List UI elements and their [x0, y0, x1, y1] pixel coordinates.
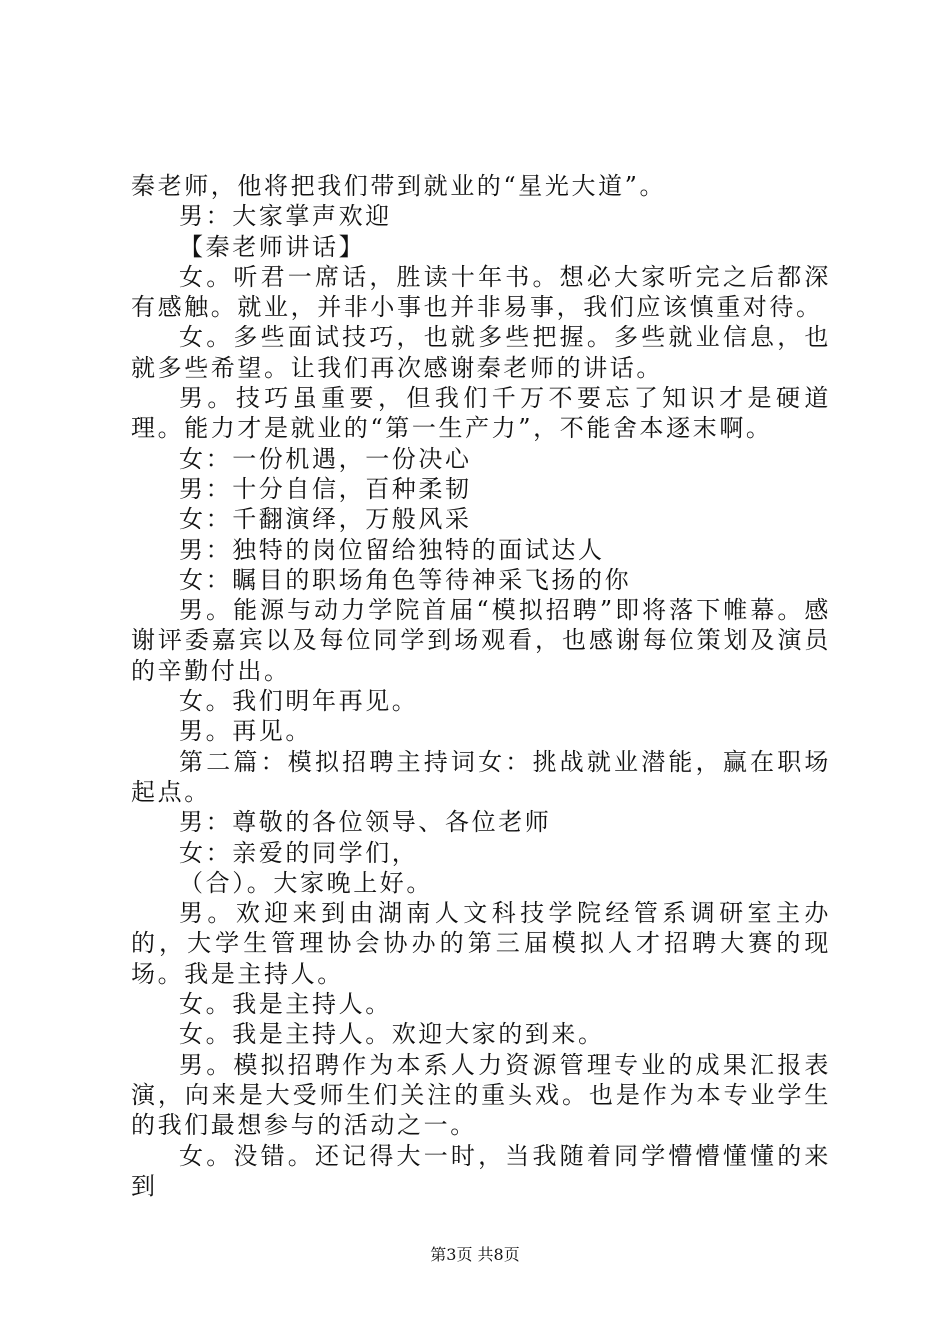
paragraph: 男。能源与动力学院首届“模拟招聘”即将落下帷幕。感谢评委嘉宾以及每位同学到场观看，也感谢每位策划及演员的辛勤付出。 [131, 596, 831, 685]
paragraph: 男。欢迎来到由湖南人文科技学院经管系调研室主办的，大学生管理协会协办的第三届模拟人才招聘大赛的现场。我是主持人。 [131, 899, 831, 988]
paragraph: 男：尊敬的各位领导、各位老师 [179, 808, 552, 837]
paragraph: 女。多些面试技巧，也就多些把握。多些就业信息，也就多些希望。让我们再次感谢秦老师的讲话。 [131, 323, 831, 382]
paragraph: （合）。大家晚上好。 [179, 868, 433, 897]
paragraph: 女。听君一席话，胜读十年书。想必大家听完之后都深有感触。就业，并非小事也并非易事，我们应该慎重对待。 [131, 262, 831, 322]
paragraph: 男：十分自信，百种柔韧 [179, 474, 472, 503]
paragraph: 女：亲爱的同学们， [179, 838, 419, 867]
paragraph: 女。我们明年再见。 [179, 687, 419, 716]
paragraph: 女：瞩目的职场角色等待神采飞扬的你 [179, 565, 632, 594]
paragraph: 女。我是主持人。欢迎大家的到来。 [179, 1020, 605, 1049]
paragraph: 男。再见。 [179, 717, 312, 746]
paragraph: 女：千翻演绎，万般风采 [179, 505, 472, 534]
paragraph: 女。我是主持人。 [179, 990, 392, 1019]
paragraph: 男：大家掌声欢迎 [179, 202, 392, 231]
paragraph: 男。技巧虽重要，但我们千万不要忘了知识才是硬道理。能力才是就业的“第一生产力”，不能舍本逐末啊。 [131, 384, 831, 443]
paragraph: 女：一份机遇，一份决心 [179, 444, 472, 473]
paragraph: 男：独特的岗位留给独特的面试达人 [179, 535, 605, 564]
paragraph: 【秦老师讲话】 [179, 232, 366, 261]
document-body [131, 171, 831, 1201]
paragraph: 第二篇：模拟招聘主持词女：挑战就业潜能，赢在职场起点。 [131, 747, 831, 806]
paragraph: 男。模拟招聘作为本系人力资源管理专业的成果汇报表演，向来是大受师生们关注的重头戏。也是作为本专业学生的我们最想参与的活动之一。 [131, 1050, 831, 1140]
page-number-footer: 第3页 共8页 [430, 1245, 520, 1264]
paragraph: 女。没错。还记得大一时，当我随着同学懵懵懂懂的来到 [131, 1141, 831, 1200]
paragraph: 秦老师，他将把我们带到就业的“星光大道”。 [131, 172, 667, 200]
